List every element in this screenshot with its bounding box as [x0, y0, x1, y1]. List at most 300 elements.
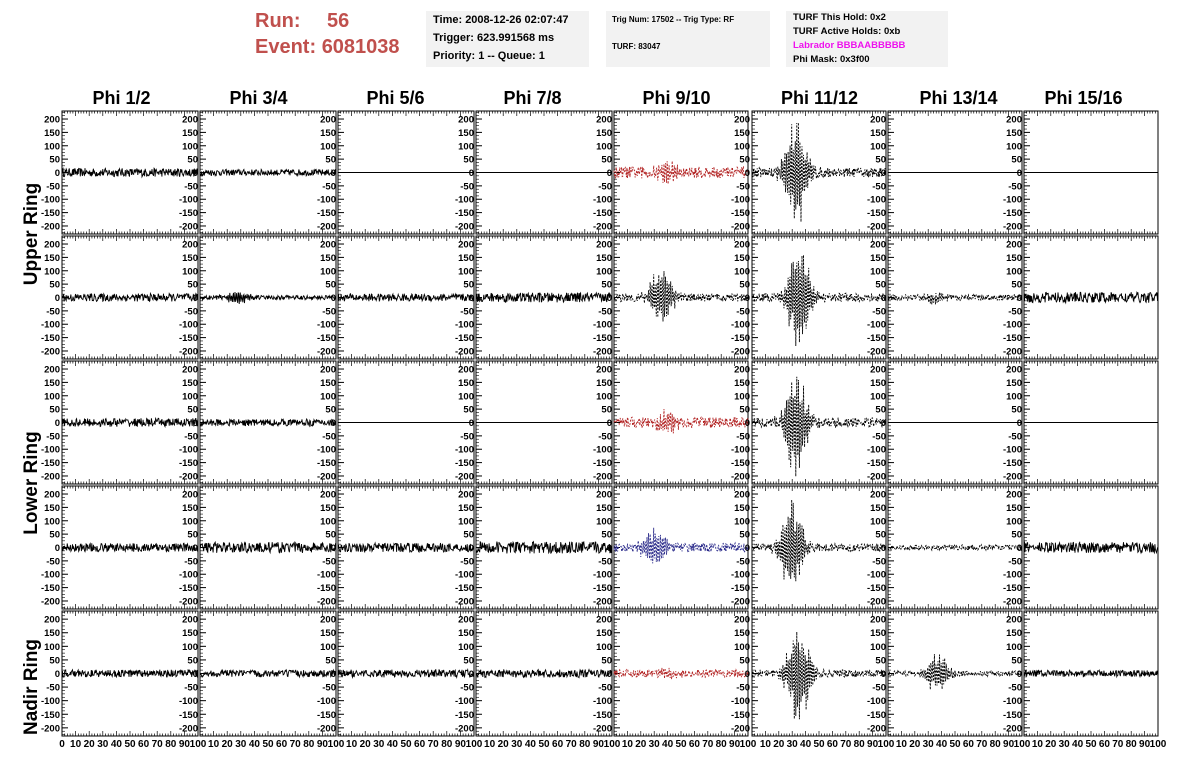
y-tick-label: -50	[322, 431, 336, 443]
y-tick-label: -100	[730, 319, 750, 331]
y-tick-label: 150	[870, 377, 886, 389]
lower-ring-label: Lower Ring	[21, 431, 42, 535]
nadir-ring-label: Nadir Ring	[21, 638, 42, 736]
y-tick-label: -50	[322, 181, 336, 193]
y-tick-label: -200	[40, 221, 60, 233]
y-tick-label: 150	[596, 127, 612, 139]
y-tick-label: 200	[596, 239, 612, 251]
y-tick-label: 200	[870, 489, 886, 501]
y-tick-label: -150	[178, 208, 198, 220]
y-tick-label: -200	[866, 346, 886, 358]
waveform-trace	[62, 294, 198, 302]
y-tick-label: -50	[46, 556, 60, 568]
panel-frame	[62, 236, 198, 359]
y-tick-label: 150	[320, 252, 336, 264]
y-tick-label: -150	[592, 458, 612, 470]
event-value: 6081038	[321, 36, 400, 58]
y-tick-label: 0	[468, 168, 474, 179]
y-tick-label: 150	[44, 502, 60, 514]
y-tick-label: 150	[1006, 502, 1022, 514]
y-tick-label: -200	[454, 471, 474, 483]
y-tick-label: -50	[598, 306, 612, 318]
upper-ring-label: Upper Ring	[21, 182, 42, 286]
y-tick-label: 200	[596, 364, 612, 376]
y-tick-label: -100	[592, 194, 612, 206]
y-tick-label: 0	[330, 168, 336, 179]
y-tick-label: 50	[187, 404, 198, 416]
y-tick-label: 50	[739, 404, 750, 416]
y-tick-label: -50	[184, 181, 198, 193]
y-tick-label: 0	[54, 168, 60, 179]
y-tick-label: 50	[187, 154, 198, 166]
y-tick-label: 100	[596, 266, 612, 278]
y-tick-label: -200	[316, 221, 336, 233]
y-tick-label: 200	[1006, 114, 1022, 126]
y-tick-label: 150	[870, 127, 886, 139]
y-tick-label: -100	[454, 319, 474, 331]
y-tick-label: -50	[736, 306, 750, 318]
y-tick-label: -100	[866, 444, 886, 456]
y-tick-label: -100	[1002, 319, 1022, 331]
y-tick-label: -150	[1002, 208, 1022, 220]
y-tick-label: -200	[454, 221, 474, 233]
y-tick-label: -150	[316, 458, 336, 470]
waveform-trace	[888, 293, 1022, 305]
y-tick-label: 100	[1006, 516, 1022, 528]
waveform-trace	[614, 528, 748, 564]
y-tick-label: 50	[601, 404, 612, 416]
y-tick-label: -200	[454, 346, 474, 358]
panel-frame	[614, 236, 748, 359]
y-tick-label: -100	[866, 194, 886, 206]
y-tick-label: 100	[458, 516, 474, 528]
y-tick-label: 100	[182, 516, 198, 528]
y-tick-label: -50	[736, 556, 750, 568]
y-tick-label: 200	[1006, 239, 1022, 251]
y-tick-label: 50	[739, 279, 750, 291]
y-tick-label: -100	[1002, 569, 1022, 581]
y-tick-label: -100	[40, 319, 60, 331]
y-tick-label: 150	[44, 377, 60, 389]
y-tick-label: 50	[601, 154, 612, 166]
turf-active-line: TURF Active Holds: 0xb	[793, 26, 901, 37]
y-tick-label: -150	[1002, 583, 1022, 595]
y-tick-label: -100	[178, 444, 198, 456]
waveform-trace	[200, 419, 336, 426]
y-tick-label: 50	[463, 529, 474, 541]
y-tick-label: -100	[178, 194, 198, 206]
waveform-trace	[62, 168, 198, 177]
waveform-trace	[752, 123, 886, 222]
y-tick-label: 100	[734, 141, 750, 153]
y-tick-label: 200	[44, 364, 60, 376]
y-tick-label: -150	[454, 208, 474, 220]
y-tick-label: 100	[1006, 391, 1022, 403]
waveform-trace	[614, 409, 748, 433]
waveform-trace	[200, 542, 336, 553]
y-tick-label: 200	[734, 489, 750, 501]
y-tick-label: -50	[1008, 431, 1022, 443]
y-tick-label: 100	[1006, 141, 1022, 153]
y-tick-label: -150	[178, 458, 198, 470]
y-tick-label: 150	[182, 502, 198, 514]
y-tick-label: 100	[44, 516, 60, 528]
y-tick-label: -200	[454, 596, 474, 608]
y-tick-label: -150	[592, 583, 612, 595]
y-tick-label: 50	[463, 154, 474, 166]
y-tick-label: -150	[730, 208, 750, 220]
y-tick-label: -100	[1002, 194, 1022, 206]
y-tick-label: 150	[596, 502, 612, 514]
y-tick-label: -50	[460, 431, 474, 443]
y-tick-label: 200	[870, 364, 886, 376]
y-tick-label: -50	[46, 306, 60, 318]
y-tick-label: 0	[1016, 418, 1022, 429]
phi-header-5: Phi 9/10	[642, 88, 711, 108]
waveform-trace	[888, 545, 1022, 550]
waveform-trace	[62, 543, 198, 552]
y-tick-label: -150	[592, 333, 612, 345]
y-tick-label: -150	[40, 333, 60, 345]
y-tick-label: -100	[454, 569, 474, 581]
y-tick-label: -50	[872, 556, 886, 568]
y-tick-label: -100	[40, 444, 60, 456]
y-tick-label: 0	[468, 418, 474, 429]
y-tick-label: 200	[734, 364, 750, 376]
y-tick-label: -200	[40, 596, 60, 608]
waveform-trace	[614, 271, 748, 321]
y-tick-label: -50	[184, 431, 198, 443]
y-tick-label: 50	[49, 279, 60, 291]
y-tick-label: -200	[592, 346, 612, 358]
y-tick-label: -50	[736, 431, 750, 443]
y-tick-label: 0	[330, 293, 336, 304]
y-tick-label: -150	[730, 583, 750, 595]
y-tick-label: 50	[463, 404, 474, 416]
phi-header-7: Phi 13/14	[919, 88, 998, 108]
y-tick-label: -100	[454, 194, 474, 206]
y-tick-label: -100	[866, 319, 886, 331]
y-tick-label: 100	[44, 141, 60, 153]
run-label: Run:	[255, 10, 301, 32]
y-tick-label: 50	[187, 529, 198, 541]
y-tick-label: 0	[744, 168, 750, 179]
y-tick-label: -200	[1002, 471, 1022, 483]
y-tick-label: -150	[730, 458, 750, 470]
y-tick-label: 0	[744, 418, 750, 429]
y-tick-label: -150	[454, 583, 474, 595]
y-tick-label: 50	[49, 404, 60, 416]
y-tick-label: -100	[316, 319, 336, 331]
y-tick-label: -100	[730, 194, 750, 206]
y-tick-label: -150	[178, 333, 198, 345]
y-tick-label: 50	[325, 279, 336, 291]
y-tick-label: 0	[330, 543, 336, 554]
y-tick-label: -50	[598, 556, 612, 568]
y-tick-label: -100	[454, 444, 474, 456]
y-tick-label: 50	[601, 279, 612, 291]
y-tick-label: -200	[592, 471, 612, 483]
waveform-trace	[1024, 292, 1158, 303]
y-tick-label: 50	[739, 529, 750, 541]
y-tick-label: -50	[460, 181, 474, 193]
y-tick-label: 0	[606, 418, 612, 429]
y-tick-label: -50	[598, 431, 612, 443]
y-tick-label: 0	[192, 293, 198, 304]
y-tick-label: 100	[44, 391, 60, 403]
y-tick-label: -150	[454, 458, 474, 470]
y-tick-label: 150	[734, 502, 750, 514]
y-tick-label: -200	[866, 596, 886, 608]
y-tick-label: -200	[178, 346, 198, 358]
y-tick-label: -100	[592, 319, 612, 331]
y-tick-label: -100	[592, 444, 612, 456]
y-tick-label: -50	[872, 306, 886, 318]
y-tick-label: -100	[1002, 444, 1022, 456]
y-tick-label: 200	[870, 239, 886, 251]
event-label: Event:	[255, 36, 317, 58]
phi-header-8: Phi 15/16	[1044, 88, 1123, 108]
y-tick-label: -100	[178, 569, 198, 581]
y-tick-label: -200	[866, 221, 886, 233]
y-tick-label: -150	[866, 458, 886, 470]
y-tick-label: 0	[54, 293, 60, 304]
y-tick-label: 200	[734, 114, 750, 126]
y-tick-label: -50	[872, 431, 886, 443]
y-tick-label: 150	[734, 127, 750, 139]
y-tick-label: 0	[880, 293, 886, 304]
y-tick-label: 0	[54, 543, 60, 554]
y-tick-label: -150	[40, 458, 60, 470]
y-tick-label: 200	[458, 489, 474, 501]
waveform-trace	[752, 377, 886, 477]
y-tick-label: -150	[454, 333, 474, 345]
y-tick-label: 50	[1011, 279, 1022, 291]
y-tick-label: -200	[178, 596, 198, 608]
y-tick-label: 100	[734, 391, 750, 403]
waveform-trace	[614, 161, 748, 184]
waveform-trace	[752, 500, 886, 582]
y-tick-label: 100	[44, 266, 60, 278]
y-tick-label: -150	[866, 333, 886, 345]
y-tick-label: 200	[870, 114, 886, 126]
y-tick-label: 100	[458, 391, 474, 403]
y-tick-label: 150	[458, 252, 474, 264]
y-tick-label: -200	[1002, 221, 1022, 233]
y-tick-label: -150	[316, 583, 336, 595]
y-tick-label: 150	[182, 252, 198, 264]
y-tick-label: 0	[192, 418, 198, 429]
y-tick-label: 0	[468, 293, 474, 304]
y-tick-label: 200	[734, 239, 750, 251]
y-tick-label: 100	[596, 141, 612, 153]
y-tick-label: 50	[1011, 404, 1022, 416]
y-tick-label: 150	[734, 377, 750, 389]
y-tick-label: -200	[178, 221, 198, 233]
y-tick-label: 0	[192, 168, 198, 179]
y-tick-label: 50	[875, 529, 886, 541]
y-tick-label: -50	[184, 306, 198, 318]
y-tick-label: -200	[730, 471, 750, 483]
y-tick-label: -50	[872, 181, 886, 193]
y-tick-label: 0	[1016, 293, 1022, 304]
y-tick-label: -200	[316, 346, 336, 358]
y-tick-label: 0	[192, 543, 198, 554]
y-tick-label: 100	[596, 516, 612, 528]
y-tick-label: -50	[1008, 306, 1022, 318]
y-tick-label: 100	[734, 266, 750, 278]
y-tick-label: 200	[1006, 364, 1022, 376]
y-tick-label: -100	[40, 569, 60, 581]
y-tick-label: 100	[182, 266, 198, 278]
y-tick-label: 50	[875, 404, 886, 416]
y-tick-label: -100	[178, 319, 198, 331]
y-tick-label: 150	[1006, 127, 1022, 139]
y-tick-label: 150	[734, 252, 750, 264]
y-tick-label: 150	[44, 127, 60, 139]
y-tick-label: 200	[320, 364, 336, 376]
y-tick-label: 100	[734, 516, 750, 528]
y-tick-label: 100	[182, 391, 198, 403]
y-tick-label: -100	[592, 569, 612, 581]
y-tick-label: -50	[460, 556, 474, 568]
waveform-trace	[476, 542, 612, 554]
y-tick-label: -150	[730, 333, 750, 345]
y-tick-label: -100	[316, 444, 336, 456]
y-tick-label: 200	[320, 239, 336, 251]
y-tick-label: 100	[458, 266, 474, 278]
y-tick-label: -50	[322, 306, 336, 318]
y-tick-label: 0	[330, 418, 336, 429]
y-tick-label: 200	[596, 489, 612, 501]
y-tick-label: 150	[320, 502, 336, 514]
waveform-trace	[476, 293, 612, 303]
waveform-trace	[338, 543, 474, 552]
y-tick-label: 150	[596, 252, 612, 264]
turf-hold-line: TURF This Hold: 0x2	[793, 12, 886, 23]
y-tick-label: 50	[1011, 154, 1022, 166]
y-tick-label: -100	[730, 569, 750, 581]
y-tick-label: 150	[182, 127, 198, 139]
y-tick-label: -150	[592, 208, 612, 220]
run-value: 56	[327, 10, 350, 32]
y-tick-label: 50	[875, 154, 886, 166]
y-tick-label: 100	[870, 141, 886, 153]
y-tick-label: -200	[1002, 346, 1022, 358]
y-tick-label: 200	[44, 114, 60, 126]
phi-mask-line: Phi Mask: 0x3f00	[793, 54, 870, 65]
waveform-trace	[200, 292, 336, 304]
y-tick-label: 200	[458, 114, 474, 126]
waveform-trace	[752, 252, 886, 346]
y-tick-label: -100	[40, 194, 60, 206]
y-tick-label: 200	[320, 489, 336, 501]
y-tick-label: 0	[1016, 168, 1022, 179]
y-tick-label: -200	[592, 596, 612, 608]
trig-num-line: Trig Num: 17502 -- Trig Type: RF	[612, 15, 735, 24]
y-tick-label: 50	[325, 529, 336, 541]
y-tick-label: 200	[320, 114, 336, 126]
y-tick-label: -150	[40, 583, 60, 595]
y-tick-label: 100	[596, 391, 612, 403]
y-tick-label: 0	[606, 543, 612, 554]
priority-line: Priority: 1 -- Queue: 1	[433, 50, 545, 62]
y-tick-label: 0	[880, 543, 886, 554]
y-tick-label: 150	[458, 502, 474, 514]
y-tick-label: -200	[866, 471, 886, 483]
y-tick-label: -150	[1002, 458, 1022, 470]
y-tick-label: 200	[458, 364, 474, 376]
y-tick-label: -200	[1002, 596, 1022, 608]
phi-header-1: Phi 1/2	[92, 88, 151, 108]
y-tick-label: 100	[320, 266, 336, 278]
y-tick-label: -150	[316, 208, 336, 220]
y-tick-label: 50	[325, 404, 336, 416]
y-tick-label: -200	[40, 471, 60, 483]
y-tick-label: 200	[1006, 489, 1022, 501]
y-tick-label: 50	[325, 154, 336, 166]
y-tick-label: 0	[880, 168, 886, 179]
y-tick-label: 200	[596, 114, 612, 126]
y-tick-label: -150	[40, 208, 60, 220]
y-tick-label: 50	[1011, 529, 1022, 541]
y-tick-label: 0	[606, 293, 612, 304]
y-tick-label: 50	[463, 279, 474, 291]
y-tick-label: -200	[40, 346, 60, 358]
y-tick-label: 50	[49, 154, 60, 166]
y-tick-label: 150	[182, 377, 198, 389]
y-tick-label: -50	[46, 181, 60, 193]
y-tick-label: 150	[44, 252, 60, 264]
y-tick-label: 100	[870, 516, 886, 528]
y-tick-label: -200	[730, 596, 750, 608]
y-tick-label: -200	[730, 346, 750, 358]
y-tick-label: -50	[46, 431, 60, 443]
y-tick-label: 200	[44, 239, 60, 251]
y-tick-label: 100	[320, 391, 336, 403]
y-tick-label: 200	[182, 114, 198, 126]
waveform-trace	[62, 418, 198, 426]
y-tick-label: 150	[596, 377, 612, 389]
y-tick-label: 200	[182, 364, 198, 376]
y-tick-label: 100	[1006, 266, 1022, 278]
y-tick-label: 200	[182, 239, 198, 251]
y-tick-label: 0	[880, 418, 886, 429]
y-tick-label: 150	[1006, 252, 1022, 264]
y-tick-label: 150	[320, 377, 336, 389]
y-tick-label: 50	[739, 154, 750, 166]
y-tick-label: 0	[744, 293, 750, 304]
y-tick-label: -50	[598, 181, 612, 193]
y-tick-label: -50	[184, 556, 198, 568]
turf-line: TURF: 83047	[612, 42, 661, 51]
y-tick-label: 200	[458, 239, 474, 251]
y-tick-label: 50	[875, 279, 886, 291]
y-tick-label: 150	[458, 377, 474, 389]
y-tick-label: 100	[870, 266, 886, 278]
y-tick-label: 200	[182, 489, 198, 501]
y-tick-label: -150	[178, 583, 198, 595]
y-tick-label: -50	[1008, 556, 1022, 568]
y-tick-label: -100	[316, 569, 336, 581]
y-tick-label: -50	[736, 181, 750, 193]
y-tick-label: -150	[1002, 333, 1022, 345]
y-tick-label: -200	[316, 596, 336, 608]
trigger-line: Trigger: 623.991568 ms	[433, 32, 555, 44]
y-tick-label: -200	[592, 221, 612, 233]
y-tick-label: 50	[187, 279, 198, 291]
y-tick-label: -50	[1008, 181, 1022, 193]
